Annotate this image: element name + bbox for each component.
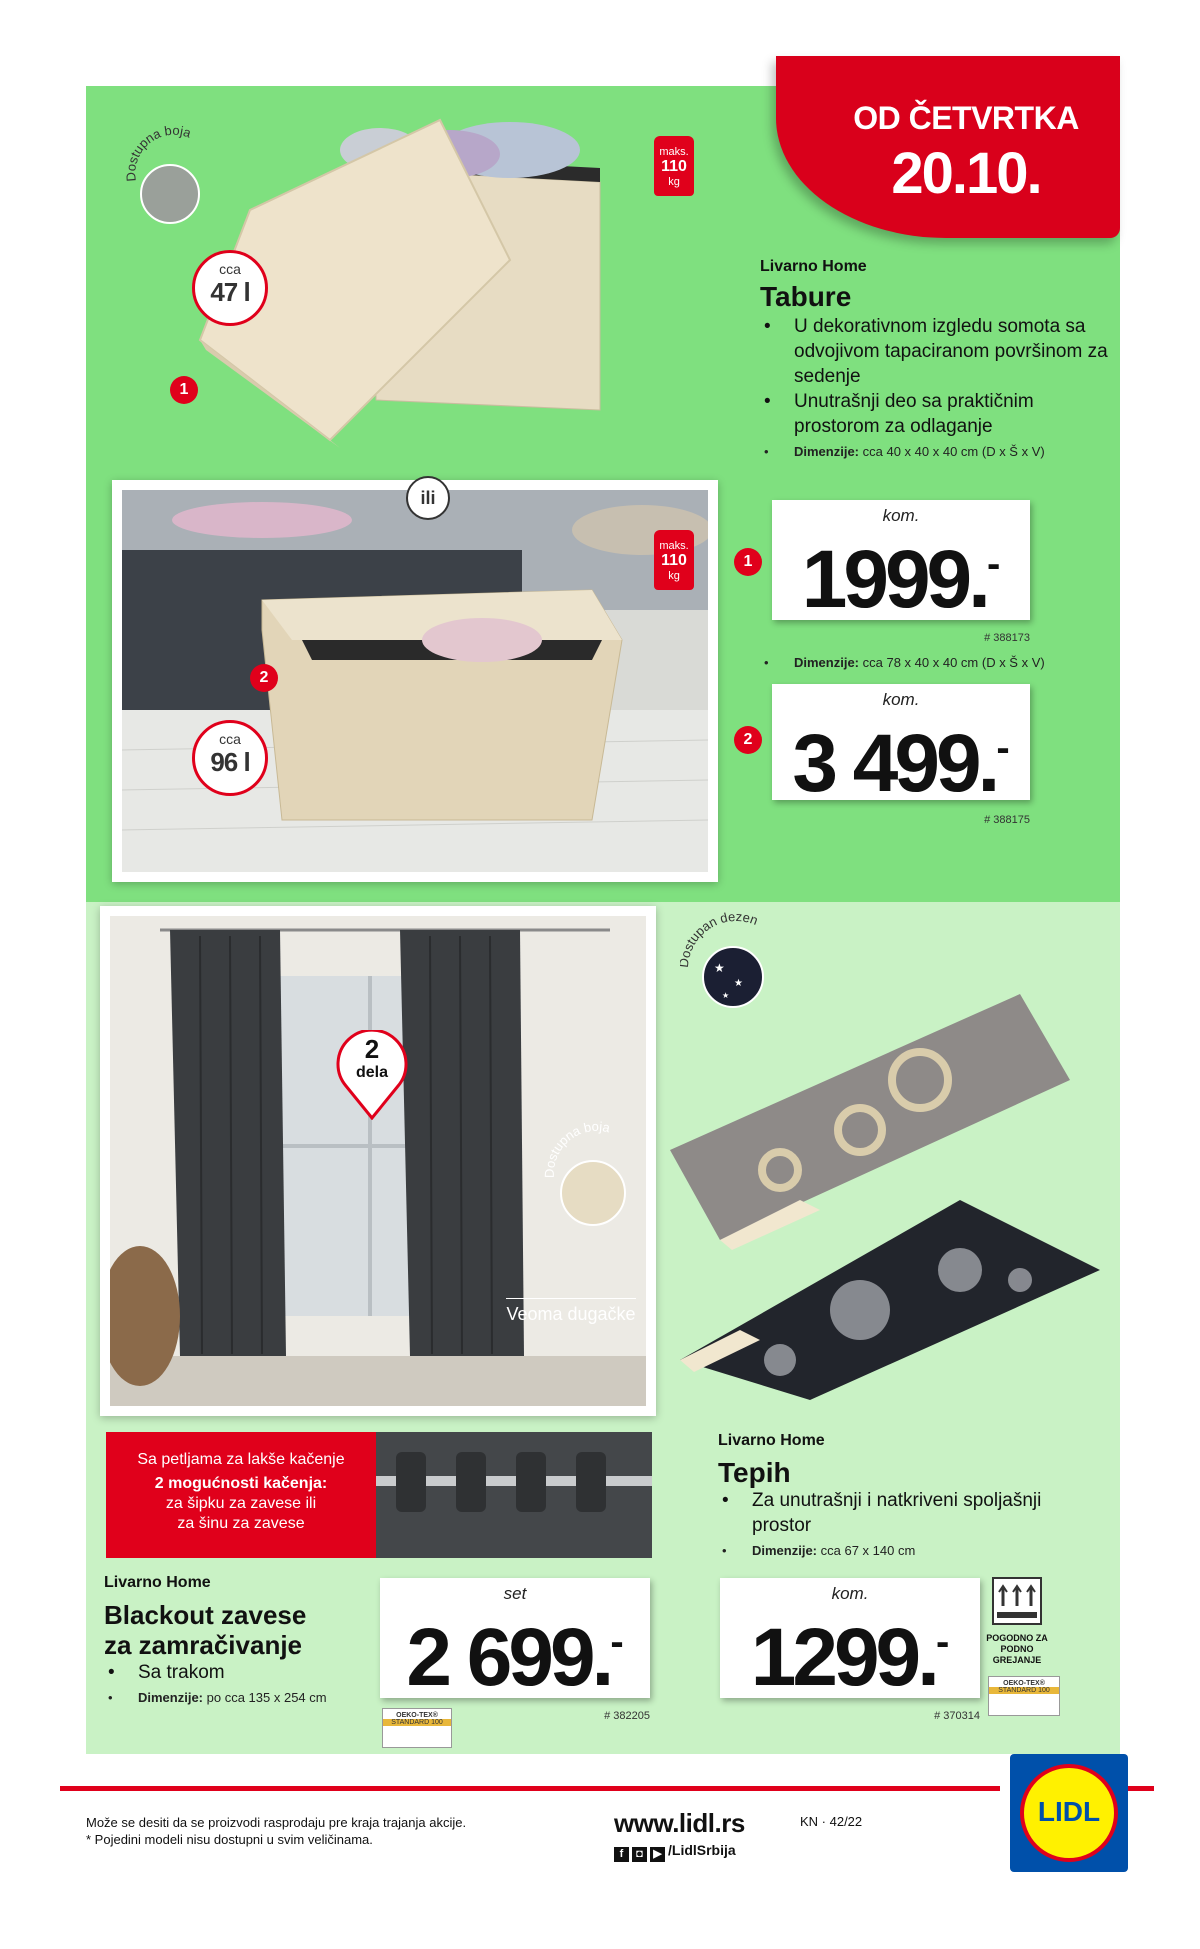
dimensions-item-2: • Dimenzije: cca 78 x 40 x 40 cm (D x Š x V) (760, 654, 1120, 672)
weight-label: maks. (659, 146, 689, 158)
instagram-icon[interactable]: ◘ (632, 1847, 647, 1862)
max-weight-tag-1 (654, 136, 694, 196)
weight-value: 110 (661, 552, 687, 569)
pieces-pin (336, 1030, 408, 1120)
social-handle: /LidlSrbija (668, 1842, 736, 1858)
weight-value: 110 (661, 158, 687, 175)
facebook-icon[interactable]: f (614, 1847, 629, 1862)
rug-description (718, 1432, 1058, 1560)
price-value: 2 699.- (406, 1612, 624, 1703)
item-number-badge-1: 1 (170, 376, 198, 404)
social-links[interactable] (614, 1842, 736, 1862)
oeko-tex-label-curtains: OEKO-TEX® STANDARD 100 (382, 1708, 452, 1748)
svg-text:★: ★ (722, 991, 730, 1000)
item-number-badge-2: 2 (250, 664, 278, 692)
heating-label: POGODNO ZA PODNO GREJANJE (986, 1633, 1048, 1665)
footer-divider-right (1124, 1786, 1154, 1791)
weight-unit: kg (668, 570, 680, 582)
feature-bullet: • Unutrašnji deo sa praktičnim prostorom za odlaganje (760, 389, 1110, 439)
feature-bullet: • Za unutrašnji i natkriveni spoljašnji prostor (718, 1488, 1058, 1538)
weight-label: maks. (659, 540, 689, 552)
product-title: Tabure (760, 281, 852, 312)
capacity-prefix: cca (219, 261, 241, 277)
price-box-curtains (380, 1578, 650, 1703)
feature-bullet: • U dekorativnom izgledu somota sa odvojivom tapaciranom površinom za sedenje (760, 314, 1110, 389)
pieces-value: 2 (364, 1034, 380, 1064)
article-number: # 388173 (984, 632, 1030, 644)
product-title-line: Blackout zavese (104, 1600, 307, 1630)
swatch-label-rug: stupan dezen (680, 908, 760, 953)
item-number-badge-2: 2 (734, 726, 762, 754)
product-title: Tepih (718, 1457, 791, 1488)
footer-disclaimer: Može se desiti da se proizvodi rasprodaju pre kraja trajanja akcije. * Pojedini modeli nisu dostupni u svim veličinama. (86, 1815, 467, 1847)
capacity-value: 47 l (210, 277, 250, 307)
product-title-line: za zamračivanje (104, 1630, 303, 1660)
article-number: # 388175 (984, 814, 1030, 826)
swatch-label-tabure: stupna boja (126, 126, 193, 166)
capacity-value: 96 l (210, 747, 250, 777)
price-unit: set (503, 1584, 527, 1603)
curtain-rod-detail-image (376, 1432, 652, 1558)
weight-unit: kg (668, 176, 680, 188)
catalog-code: KN · 42/22 (800, 1814, 863, 1829)
article-number: # 382205 (604, 1710, 650, 1722)
oeko-tex-label-rug: OEKO-TEX® STANDARD 100 (988, 1676, 1060, 1716)
price-box-rug (720, 1578, 980, 1703)
price-box-item-2 (772, 684, 1030, 809)
svg-text:★: ★ (714, 961, 725, 975)
logo-text: LIDL (1037, 1796, 1101, 1827)
long-curtain-note: Veoma dugačke (506, 1298, 636, 1325)
price-value: 1999.- (801, 534, 1001, 625)
price-unit: kom. (882, 506, 920, 525)
price-value: 1299.- (750, 1612, 950, 1703)
hanging-info-box (106, 1432, 376, 1558)
feature-bullet: • Sa trakom (104, 1660, 394, 1685)
dimensions-item-1: • Dimenzije: cca 40 x 40 x 40 cm (D x Š x V) (760, 443, 1110, 461)
info-line: 2 mogućnosti kačenja: (154, 1475, 328, 1492)
or-label: ili (406, 476, 450, 520)
date-value: 20.10. (891, 141, 1041, 206)
floor-heating-badge (986, 1576, 1048, 1666)
curtain-color-swatch (540, 1120, 650, 1230)
tabure-description (760, 258, 1110, 461)
rug-image (660, 980, 1120, 1400)
info-line: za šinu za zavese (177, 1515, 305, 1532)
svg-text:★: ★ (734, 978, 743, 989)
tabure-large-photo (112, 480, 718, 882)
lidl-logo (1010, 1754, 1128, 1872)
capacity-prefix: cca (219, 731, 241, 747)
price-unit: kom. (882, 690, 920, 709)
footer-divider-left (60, 1786, 1000, 1791)
info-line: za šipku za zavese ili (165, 1495, 317, 1512)
curtain-description (104, 1574, 394, 1707)
brand-name: Livarno Home (104, 1574, 211, 1591)
dimensions: • Dimenzije: cca 67 x 140 cm (718, 1542, 1058, 1560)
max-weight-tag-2 (654, 530, 694, 590)
article-number: # 370314 (934, 1710, 980, 1722)
info-line: Sa petljama za lakše kačenje (137, 1451, 345, 1468)
item-number-badge-1: 1 (734, 548, 762, 576)
price-box-item-1 (772, 500, 1030, 625)
youtube-icon[interactable]: ▶ (650, 1847, 665, 1862)
capacity-callout-96l (192, 720, 268, 796)
price-unit: kom. (831, 1584, 869, 1603)
date-label: OD ČETVRTKA (853, 100, 1079, 136)
dimensions: • Dimenzije: po cca 135 x 254 cm (104, 1689, 394, 1707)
brand-name: Livarno Home (760, 258, 867, 275)
capacity-callout-47l (192, 250, 268, 326)
website-link[interactable]: www.lidl.rs (614, 1808, 745, 1838)
pieces-label: dela (355, 1064, 388, 1081)
price-value: 3 499.- (792, 718, 1010, 809)
swatch-label-curtain: Dostupna boja (541, 1120, 612, 1179)
brand-name: Livarno Home (718, 1432, 825, 1449)
floor-heating-icon (991, 1576, 1043, 1626)
